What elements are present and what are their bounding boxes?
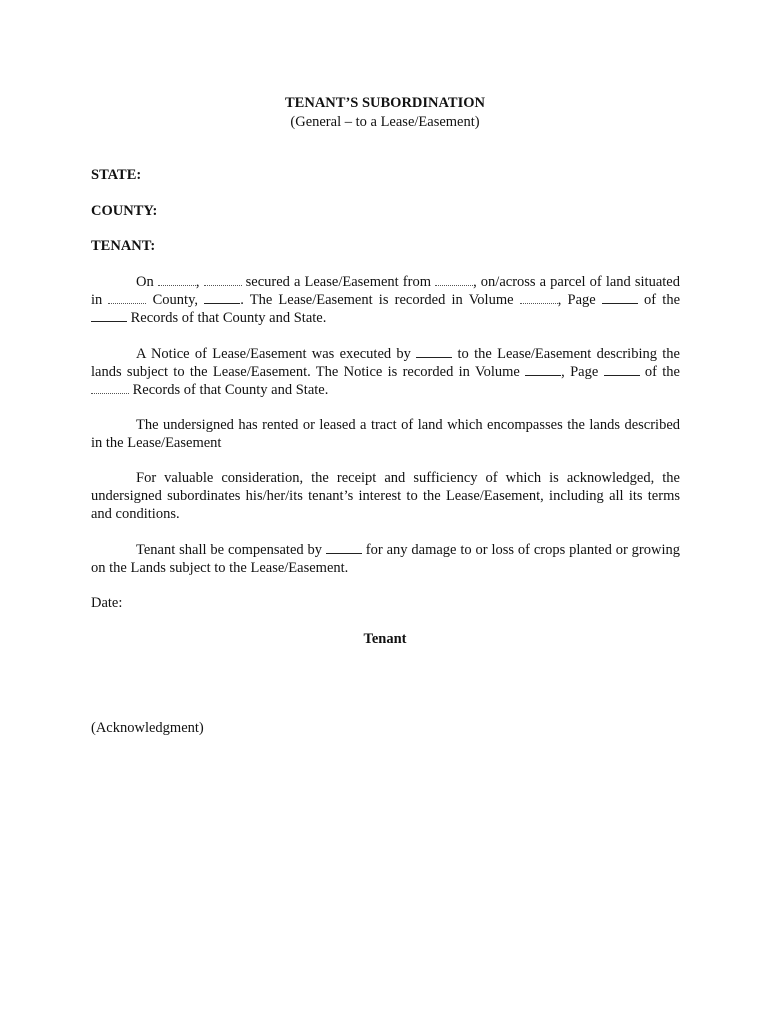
- text-segment: secured a Lease/Easement from: [241, 274, 436, 290]
- text-segment: ,: [195, 274, 204, 290]
- blank-field-records[interactable]: [91, 311, 127, 322]
- blank-field-grantor[interactable]: [204, 275, 242, 286]
- blank-field-notice-volume[interactable]: [525, 365, 561, 376]
- blank-field-county[interactable]: [108, 293, 146, 304]
- blank-field-state[interactable]: [204, 293, 240, 304]
- text-segment: of the: [639, 364, 680, 380]
- tenant-signature-label: Tenant: [363, 631, 407, 647]
- paragraph-rented-land: The undersigned has rented or leased a tract of land which encompasses the lands described in the Lease/Easement: [91, 417, 680, 451]
- text-segment: , on/across a parcel of land situated in: [91, 274, 680, 308]
- document-subtitle: (General – to a Lease/Easement): [290, 114, 480, 130]
- blank-field-page[interactable]: [602, 293, 638, 304]
- date-label: Date:: [91, 595, 123, 611]
- text-segment: to the Lease/Easement describing the lands subject to the Lease/Easement. The Notice is recorded in Volume: [91, 346, 680, 380]
- blank-field-notice-records[interactable]: [91, 383, 129, 394]
- text-segment: for any damage to or loss of crops planted or growing on the Lands subject to the Lease/Easement.: [91, 542, 680, 576]
- text-segment: County,: [146, 292, 205, 308]
- blank-field-date[interactable]: [158, 275, 196, 286]
- text-segment: , Page: [561, 364, 604, 380]
- paragraph-subordination: For valuable consideration, the receipt and sufficiency of which is acknowledged, the undersigned subordinates his/her/its tenant’s interest to the Lease/Easement, including all its terms and conditions.: [91, 470, 680, 522]
- paragraph-notice: [91, 345, 680, 399]
- text-segment: , Page: [557, 292, 602, 308]
- blank-field-executed-by[interactable]: [416, 347, 452, 358]
- text-segment: Records of that County and State.: [129, 382, 329, 398]
- text-segment: of the: [637, 292, 681, 308]
- blank-field-grantee[interactable]: [435, 275, 473, 286]
- text-segment: . The Lease/Easement is recorded in Volume: [240, 292, 520, 308]
- paragraph-lease-recording: [91, 273, 680, 327]
- blank-field-volume[interactable]: [520, 293, 558, 304]
- acknowledgment-label: (Acknowledgment): [91, 720, 204, 736]
- state-label: STATE:: [91, 167, 142, 183]
- document-title: TENANT’S SUBORDINATION: [285, 95, 485, 111]
- blank-field-notice-page[interactable]: [604, 365, 640, 376]
- blank-field-compensated-by[interactable]: [326, 543, 362, 554]
- text-segment: Tenant shall be compensated by: [136, 542, 326, 558]
- county-label: COUNTY:: [91, 203, 158, 219]
- text-segment: On: [136, 274, 158, 290]
- text-segment: Records of that County and State.: [127, 310, 327, 326]
- text-segment: A Notice of Lease/Easement was executed by: [136, 346, 417, 362]
- tenant-label: TENANT:: [91, 238, 156, 254]
- paragraph-compensation: [91, 541, 680, 577]
